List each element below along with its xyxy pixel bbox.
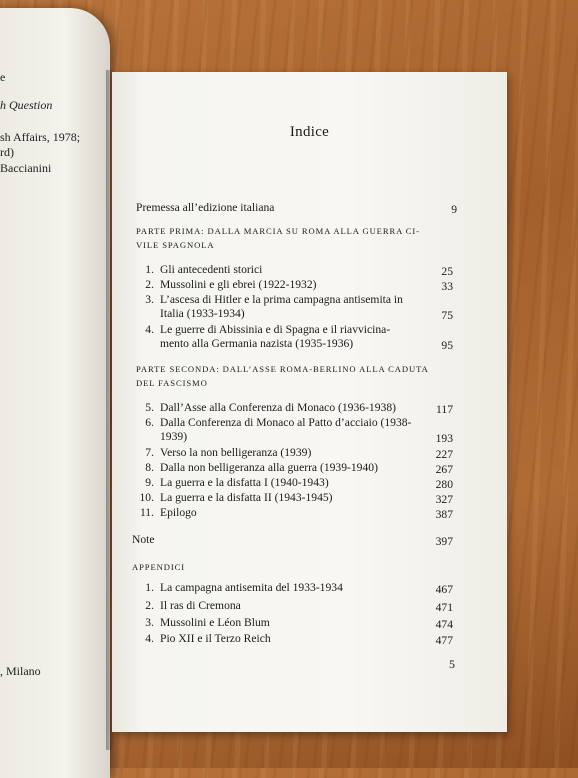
toc-entry — [136, 294, 403, 306]
entry-title: Epilogo — [160, 506, 197, 519]
entry-title: Mussolini e gli ebrei (1922-1932) — [160, 278, 317, 291]
entry-number: 9. — [145, 476, 154, 489]
toc-page-number: 227 — [435, 448, 453, 461]
toc-page-number: 95 — [441, 339, 453, 352]
toc-entry — [136, 402, 396, 414]
toc-page-number: 477 — [435, 634, 453, 647]
toc-page-number: 387 — [435, 508, 453, 521]
toc-entry-label: Premessa all’edizione italiana — [136, 201, 275, 214]
section-heading: PARTE SECONDA: DALL’ASSE ROMA-BERLINO ALLA CADUTA — [136, 364, 429, 374]
entry-title: Dalla Conferenza di Monaco al Patto d’acciaio (1938- — [160, 416, 412, 429]
left-page-fragment: h Question — [0, 98, 53, 112]
toc-page-number: 467 — [435, 583, 453, 596]
entry-title-continuation: Italia (1933-1934) — [160, 307, 245, 320]
entry-title: La campagna antisemita del 1933-1934 — [160, 581, 343, 594]
toc-entry — [136, 417, 411, 429]
toc-page-number: 397 — [435, 535, 453, 548]
entry-number: 2. — [145, 599, 154, 612]
toc-page-number: 25 — [441, 265, 453, 278]
left-book-page — [0, 8, 110, 778]
toc-entry — [136, 582, 343, 594]
toc-page-number: 327 — [435, 493, 453, 506]
entry-title: Pio XII e il Terzo Reich — [160, 632, 271, 645]
entry-number: 2. — [145, 278, 154, 291]
toc-page-number: 474 — [435, 618, 453, 631]
entry-title: Dalla non belligeranza alla guerra (1939-1940) — [160, 461, 378, 474]
page-title: Indice — [289, 124, 330, 140]
toc-page-number: 280 — [435, 478, 453, 491]
toc-page-number: 193 — [435, 432, 453, 445]
toc-entry — [136, 633, 271, 645]
entry-title-continuation: mento alla Germania nazista (1935-1936) — [160, 337, 354, 350]
toc-entry — [136, 279, 317, 291]
entry-number: 4. — [145, 323, 154, 336]
toc-entry — [136, 507, 197, 519]
toc-entry — [136, 477, 329, 489]
entry-number: 1. — [145, 581, 154, 594]
left-page-fragment: e — [0, 70, 6, 84]
entry-number: 10. — [139, 491, 154, 504]
index-page — [112, 72, 507, 732]
toc-entry-label: Note — [132, 533, 155, 546]
toc-entry — [136, 462, 378, 474]
toc-page-number: 117 — [436, 403, 453, 416]
page-folio: 5 — [449, 657, 455, 671]
entry-title: La guerra e la disfatta II (1943-1945) — [160, 491, 333, 504]
entry-number: 3. — [145, 293, 154, 306]
left-page-fragment: sh Affairs, 1978; — [0, 130, 81, 144]
entry-title: Le guerre di Abissinia e di Spagna e il riavvicina- — [160, 323, 391, 336]
toc-page-number: 267 — [435, 463, 453, 476]
entry-number: 8. — [145, 461, 154, 474]
toc-page-number: 33 — [441, 280, 453, 293]
entry-number: 6. — [145, 416, 154, 429]
entry-title: La guerra e la disfatta I (1940-1943) — [160, 476, 329, 489]
left-page-fragment: Baccianini — [0, 161, 52, 175]
entry-number: 7. — [145, 446, 154, 459]
toc-entry — [136, 447, 311, 459]
entry-title: Gli antecedenti storici — [160, 263, 263, 276]
entry-number: 5. — [145, 401, 154, 414]
section-heading: APPENDICI — [132, 562, 185, 572]
toc-entry — [136, 617, 270, 629]
entry-number: 1. — [145, 263, 154, 276]
toc-page-number: 471 — [435, 601, 453, 614]
left-page-fragment: , Milano — [0, 664, 41, 678]
entry-title: Verso la non belligeranza (1939) — [160, 446, 312, 459]
entry-title: Mussolini e Léon Blum — [160, 616, 270, 629]
toc-entry — [136, 492, 333, 504]
entry-number: 4. — [145, 632, 154, 645]
toc-entry — [136, 264, 262, 276]
toc-page-number: 9 — [451, 203, 457, 216]
section-heading: DEL FASCISMO — [136, 378, 208, 388]
section-heading: PARTE PRIMA: DALLA MARCIA SU ROMA ALLA GUERRA CI- — [136, 226, 420, 236]
entry-title-continuation: 1939) — [160, 430, 188, 443]
left-page-fragment: rd) — [0, 145, 14, 159]
toc-entry — [136, 600, 241, 612]
entry-number: 3. — [145, 616, 154, 629]
section-heading: VILE SPAGNOLA — [136, 240, 215, 250]
entry-title: Dall’Asse alla Conferenza di Monaco (1936-1938) — [160, 401, 396, 414]
entry-title: L’ascesa di Hitler e la prima campagna antisemita in — [160, 293, 403, 306]
entry-title: Il ras di Cremona — [160, 599, 241, 612]
entry-number: 11. — [139, 506, 154, 519]
toc-page-number: 75 — [441, 309, 453, 322]
toc-entry — [136, 324, 390, 336]
